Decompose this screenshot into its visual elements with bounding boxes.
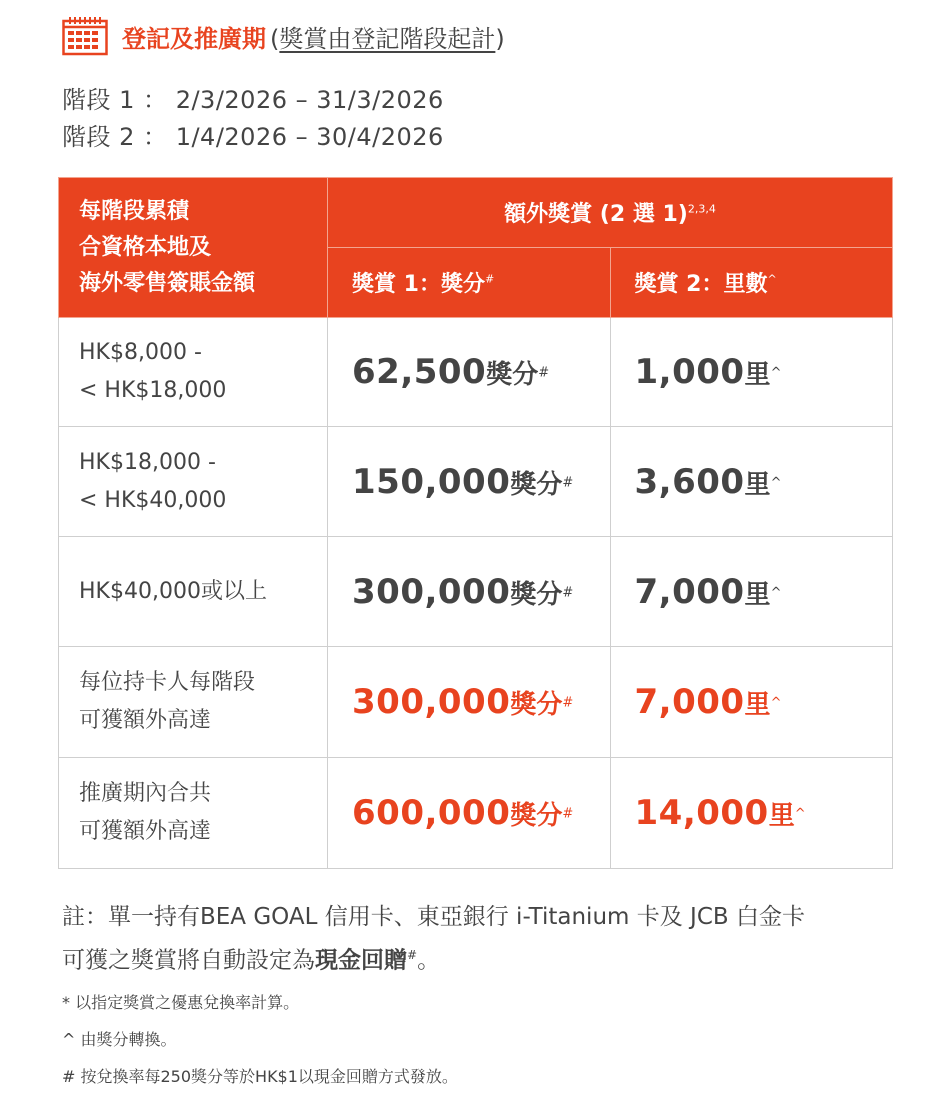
spending-column-header: 每階段累積 合資格本地及 海外零售簽賬金額: [59, 178, 328, 318]
table-row: [59, 318, 893, 427]
points-value: 62,500獎分#: [328, 318, 611, 427]
calendar-icon: [62, 16, 108, 56]
stage-2-period: 階段 2 ： 1/4/2026 – 30/4/2026: [62, 123, 444, 151]
points-value: 300,000獎分#: [328, 537, 611, 647]
reward-2-header: 獎賞 2：里數^: [610, 248, 893, 318]
spending-tier: HK$40,000或以上: [59, 537, 328, 647]
promo-period-header: [62, 14, 505, 58]
reward-1-header: 獎賞 1：獎分#: [328, 248, 611, 318]
spending-tier: 每位持卡人每階段 可獲額外高達: [59, 647, 328, 758]
header-subtitle: (獎賞由登記階段起計): [270, 24, 505, 53]
table-row: [59, 758, 893, 869]
header-title: 登記及推廣期: [122, 24, 266, 53]
points-value: 600,000獎分#: [328, 758, 611, 869]
footnote: # 按兌換率每250獎分等於HK$1以現金回贈方式發放。: [62, 1067, 458, 1086]
miles-value: 3,600里^: [610, 427, 893, 537]
extra-reward-header: 額外獎賞 (2 選 1)$^{2,3,4}$: [328, 178, 893, 248]
points-value: 300,000獎分#: [328, 647, 611, 758]
miles-value: 7,000里^: [610, 647, 893, 758]
spending-tier: HK$8,000 - < HK$18,000: [59, 318, 328, 427]
spending-tier: HK$18,000 - < HK$40,000: [59, 427, 328, 537]
table-row: [59, 647, 893, 758]
miles-value: 1,000里^: [610, 318, 893, 427]
table-row: [59, 537, 893, 647]
miles-value: 14,000里^: [610, 758, 893, 869]
footnote: * 以指定獎賞之優惠兌換率計算。: [62, 993, 300, 1012]
rewards-table: [58, 177, 893, 869]
footnote: ^ 由獎分轉換。: [62, 1030, 177, 1049]
miles-value: 7,000里^: [610, 537, 893, 647]
table-row: [59, 427, 893, 537]
points-value: 150,000獎分#: [328, 427, 611, 537]
note-text: 註：單一持有BEA GOAL 信用卡、東亞銀行 i-Titanium 卡及 JCB 白金卡 可獲之獎賞將自動設定為現金回贈#。: [62, 904, 805, 974]
spending-tier: 推廣期內合共 可獲額外高達: [59, 758, 328, 869]
stage-1-period: 階段 1 ： 2/3/2026 – 31/3/2026: [62, 86, 444, 114]
